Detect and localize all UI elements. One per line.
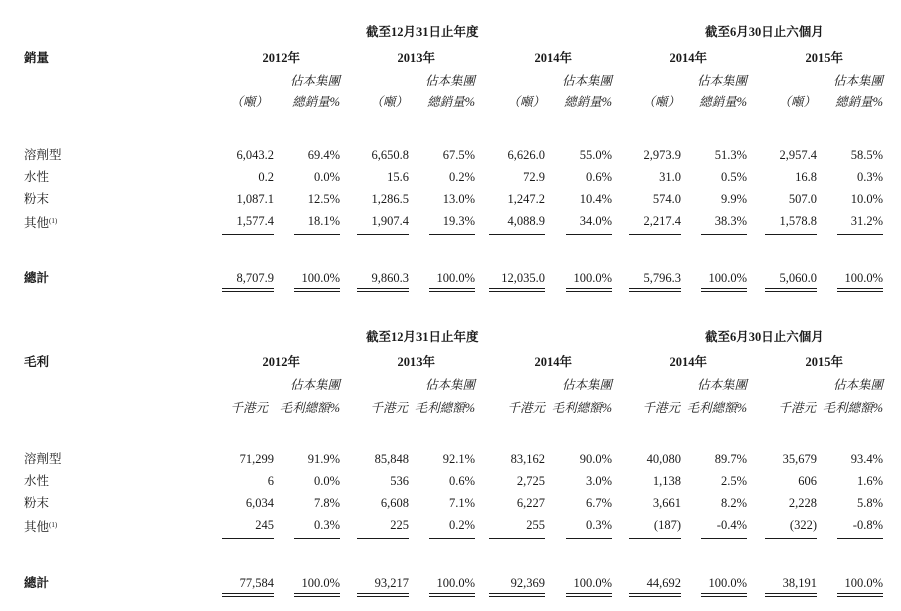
total-cell: 38,191: [782, 576, 817, 590]
total-cell: 100.0%: [708, 271, 747, 285]
table-cell: 0.0%: [313, 170, 340, 184]
subtotal-rule: [294, 538, 340, 539]
table-cell: 6,626.0: [507, 148, 545, 162]
share-label: 佔本集團: [832, 74, 883, 88]
total-cell: 100.0%: [301, 271, 340, 285]
table-cell: 12.5%: [307, 192, 340, 206]
table-cell: 31.0: [659, 170, 681, 184]
table-cell: 90.0%: [579, 452, 612, 466]
table-cell: 15.6: [387, 170, 409, 184]
table-cell: 38.3%: [714, 214, 747, 228]
share-label: 佔本集團: [696, 378, 747, 392]
table-cell: 1,138: [652, 474, 681, 488]
table-cell: 507.0: [788, 192, 817, 206]
share-label: 總銷量%: [835, 95, 883, 109]
table-cell: 1,286.5: [371, 192, 409, 206]
table-cell: 2,957.4: [779, 148, 817, 162]
row-label: [24, 214, 57, 230]
unit-label: 千港元: [778, 401, 816, 415]
total-cell: 44,692: [646, 576, 681, 590]
share-label: 毛利總額%: [822, 401, 883, 415]
total-double-rule: [357, 593, 409, 597]
period-full-header: 截至12月31日止年度: [366, 25, 479, 39]
row-label-text: 其他: [24, 216, 50, 230]
total-cell: 100.0%: [844, 576, 883, 590]
row-label: 水性: [24, 170, 50, 184]
unit-label: 千港元: [642, 401, 680, 415]
total-cell: 93,217: [374, 576, 409, 590]
table-cell: 83,162: [510, 452, 545, 466]
table-cell: 2,217.4: [643, 214, 681, 228]
table-cell: 91.9%: [307, 452, 340, 466]
share-label: 總銷量%: [427, 95, 475, 109]
subtotal-rule: [765, 234, 817, 235]
total-double-rule: [701, 593, 747, 597]
period-half-header: 截至6月30日止六個月: [705, 330, 824, 344]
share-label: 佔本集團: [696, 74, 747, 88]
total-double-rule: [765, 288, 817, 292]
table-cell: 72.9: [523, 170, 545, 184]
share-label: 佔本集團: [832, 378, 883, 392]
table-cell: 71,299: [239, 452, 274, 466]
table-cell: 2,973.9: [643, 148, 681, 162]
share-label: 毛利總額%: [414, 401, 475, 415]
table-cell: 58.5%: [850, 148, 883, 162]
share-label: 佔本集團: [289, 378, 340, 392]
year-header: 2014年: [669, 51, 707, 65]
table-cell: 18.1%: [307, 214, 340, 228]
subtotal-rule: [629, 538, 681, 539]
year-header: 2014年: [669, 355, 707, 369]
subtotal-rule: [357, 234, 409, 235]
total-cell: 100.0%: [573, 576, 612, 590]
share-label: 佔本集團: [561, 378, 612, 392]
subtotal-rule: [629, 234, 681, 235]
footnote-marker: (1): [49, 217, 58, 225]
subtotal-rule: [222, 234, 274, 235]
table-cell: 0.2%: [448, 518, 475, 532]
total-cell: 100.0%: [301, 576, 340, 590]
table-cell: 13.0%: [442, 192, 475, 206]
total-double-rule: [837, 288, 883, 292]
table-cell: 225: [390, 518, 409, 532]
share-label: 毛利總額%: [551, 401, 612, 415]
row-label: 粉末: [24, 192, 50, 206]
unit-label: 千港元: [370, 401, 408, 415]
share-label: 佔本集團: [289, 74, 340, 88]
subtotal-rule: [566, 234, 612, 235]
total-cell: 5,060.0: [779, 271, 817, 285]
total-double-rule: [429, 593, 475, 597]
year-header: 2013年: [397, 51, 435, 65]
table-cell: 1,578.8: [779, 214, 817, 228]
table-cell: 606: [798, 474, 817, 488]
footnote-marker: (1): [49, 521, 58, 529]
section-title: 銷量: [24, 51, 50, 65]
total-cell: 9,860.3: [371, 271, 409, 285]
total-double-rule: [357, 288, 409, 292]
table-cell: 7.8%: [313, 496, 340, 510]
period-half-header: 截至6月30日止六個月: [705, 25, 824, 39]
share-label: 總銷量%: [292, 95, 340, 109]
table-cell: 1,907.4: [371, 214, 409, 228]
total-double-rule: [294, 288, 340, 292]
table-cell: 245: [255, 518, 274, 532]
table-cell: 69.4%: [307, 148, 340, 162]
subtotal-rule: [489, 538, 545, 539]
share-label: 總銷量%: [564, 95, 612, 109]
table-cell: (322): [789, 518, 817, 532]
table-cell: 0.2%: [448, 170, 475, 184]
table-cell: 31.2%: [850, 214, 883, 228]
row-label: [24, 518, 57, 534]
period-full-header: 截至12月31日止年度: [366, 330, 479, 344]
table-cell: 6,608: [380, 496, 409, 510]
table-cell: 0.3%: [585, 518, 612, 532]
table-cell: 3.0%: [585, 474, 612, 488]
year-header: 2014年: [534, 355, 572, 369]
table-cell: (187): [653, 518, 681, 532]
row-label: 溶劑型: [24, 452, 62, 466]
table-cell: 67.5%: [442, 148, 475, 162]
unit-label: （噸）: [230, 95, 268, 109]
table-cell: 0.5%: [720, 170, 747, 184]
table-cell: 89.7%: [714, 452, 747, 466]
total-cell: 100.0%: [436, 576, 475, 590]
table-cell: 6: [267, 474, 274, 488]
row-label: 溶劑型: [24, 148, 62, 162]
total-cell: 92,369: [510, 576, 545, 590]
total-label: 總計: [24, 576, 50, 590]
year-header: 2012年: [262, 51, 300, 65]
table-cell: 1,247.2: [507, 192, 545, 206]
total-cell: 100.0%: [573, 271, 612, 285]
table-cell: 92.1%: [442, 452, 475, 466]
table-cell: 2,725: [516, 474, 545, 488]
table-cell: 4,088.9: [507, 214, 545, 228]
table-cell: 8.2%: [720, 496, 747, 510]
share-label: 佔本集團: [561, 74, 612, 88]
total-double-rule: [294, 593, 340, 597]
table-cell: 55.0%: [579, 148, 612, 162]
table-cell: 0.3%: [313, 518, 340, 532]
subtotal-rule: [489, 234, 545, 235]
table-cell: 6,227: [516, 496, 545, 510]
total-cell: 100.0%: [844, 271, 883, 285]
total-double-rule: [629, 593, 681, 597]
subtotal-rule: [429, 234, 475, 235]
year-header: 2015年: [805, 355, 843, 369]
share-label: 佔本集團: [424, 378, 475, 392]
share-label: 毛利總額%: [686, 401, 747, 415]
table-cell: 2.5%: [720, 474, 747, 488]
share-label: 佔本集團: [424, 74, 475, 88]
total-double-rule: [701, 288, 747, 292]
unit-label: （噸）: [507, 95, 545, 109]
total-double-rule: [489, 593, 545, 597]
total-double-rule: [222, 288, 274, 292]
total-cell: 8,707.9: [236, 271, 274, 285]
unit-label: （噸）: [778, 95, 816, 109]
table-cell: -0.4%: [716, 518, 747, 532]
total-double-rule: [429, 288, 475, 292]
total-double-rule: [837, 593, 883, 597]
total-cell: 100.0%: [436, 271, 475, 285]
subtotal-rule: [837, 538, 883, 539]
table-cell: 0.2: [258, 170, 274, 184]
row-label-text: 其他: [24, 520, 50, 534]
total-double-rule: [222, 593, 274, 597]
table-cell: 2,228: [788, 496, 817, 510]
table-cell: 1.6%: [856, 474, 883, 488]
subtotal-rule: [765, 538, 817, 539]
table-cell: 6,043.2: [236, 148, 274, 162]
row-label: 粉末: [24, 496, 50, 510]
total-double-rule: [489, 288, 545, 292]
unit-label: （噸）: [370, 95, 408, 109]
table-cell: 6,034: [245, 496, 274, 510]
subtotal-rule: [566, 538, 612, 539]
unit-label: （噸）: [642, 95, 680, 109]
table-cell: 0.6%: [585, 170, 612, 184]
share-label: 毛利總額%: [279, 401, 340, 415]
table-cell: 16.8: [795, 170, 817, 184]
table-cell: 1,577.4: [236, 214, 274, 228]
subtotal-rule: [837, 234, 883, 235]
table-cell: 1,087.1: [236, 192, 274, 206]
table-cell: 19.3%: [442, 214, 475, 228]
table-cell: 10.4%: [579, 192, 612, 206]
section-title: 毛利: [24, 355, 50, 369]
subtotal-rule: [222, 538, 274, 539]
total-cell: 12,035.0: [501, 271, 545, 285]
total-double-rule: [629, 288, 681, 292]
table-cell: 5.8%: [856, 496, 883, 510]
table-cell: 3,661: [652, 496, 681, 510]
total-cell: 77,584: [239, 576, 274, 590]
table-cell: 0.0%: [313, 474, 340, 488]
subtotal-rule: [429, 538, 475, 539]
unit-label: 千港元: [507, 401, 545, 415]
subtotal-rule: [294, 234, 340, 235]
year-header: 2014年: [534, 51, 572, 65]
total-double-rule: [566, 288, 612, 292]
table-cell: 10.0%: [850, 192, 883, 206]
table-cell: 0.3%: [856, 170, 883, 184]
table-cell: 574.0: [652, 192, 681, 206]
total-label: 總計: [24, 271, 50, 285]
total-double-rule: [765, 593, 817, 597]
table-cell: 9.9%: [720, 192, 747, 206]
year-header: 2012年: [262, 355, 300, 369]
row-label: 水性: [24, 474, 50, 488]
table-cell: 34.0%: [579, 214, 612, 228]
table-cell: 7.1%: [448, 496, 475, 510]
unit-label: 千港元: [230, 401, 268, 415]
table-cell: 40,080: [646, 452, 681, 466]
table-cell: 536: [390, 474, 409, 488]
table-cell: 85,848: [374, 452, 409, 466]
total-double-rule: [566, 593, 612, 597]
table-cell: 51.3%: [714, 148, 747, 162]
year-header: 2015年: [805, 51, 843, 65]
subtotal-rule: [701, 538, 747, 539]
table-cell: 6.7%: [585, 496, 612, 510]
table-cell: 255: [526, 518, 545, 532]
share-label: 總銷量%: [699, 95, 747, 109]
table-cell: 35,679: [782, 452, 817, 466]
total-cell: 5,796.3: [643, 271, 681, 285]
table-cell: -0.8%: [852, 518, 883, 532]
subtotal-rule: [357, 538, 409, 539]
total-cell: 100.0%: [708, 576, 747, 590]
table-cell: 6,650.8: [371, 148, 409, 162]
table-cell: 93.4%: [850, 452, 883, 466]
year-header: 2013年: [397, 355, 435, 369]
subtotal-rule: [701, 234, 747, 235]
table-cell: 0.6%: [448, 474, 475, 488]
